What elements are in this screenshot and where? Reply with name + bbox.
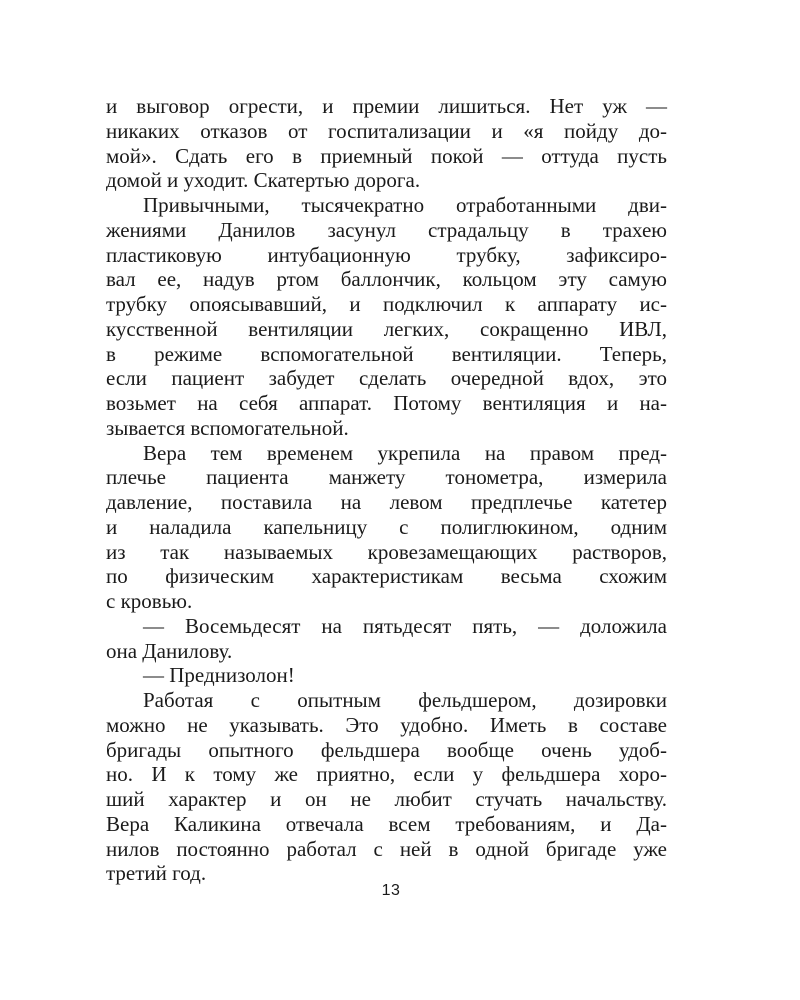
paragraph — [106, 688, 667, 886]
text-line: Привычными, тысячекратно отработанными дви- — [143, 193, 667, 217]
text-line: никаких отказов от госпитализации и «я пойду до- — [106, 118, 667, 143]
text-line: с кровью. — [106, 589, 193, 613]
text-line: возьмет на себя аппарат. Потому вентиляция и на- — [106, 391, 667, 415]
text-line: трубку опоясывавший, и подключил к аппарату ис- — [106, 292, 667, 316]
text-line: нилов постоянно работал с ней в одной бригаде уже — [106, 836, 667, 861]
paragraph — [106, 193, 667, 441]
text-line: пластиковую интубационную трубку, зафиксиро- — [106, 242, 667, 267]
text-line: если пациент забудет сделать очередной вдох, это — [106, 366, 667, 391]
text-line: — Преднизолон! — [143, 663, 295, 688]
text-line: третий год. — [106, 861, 207, 886]
text-line: жениями Данилов засунул страдальцу в трахею — [106, 217, 667, 242]
dialogue-paragraph — [106, 614, 667, 664]
text-line: Вера Каликина отвечала всем требованиям, и Да- — [106, 811, 667, 836]
text-line: кусственной вентиляции легких, сокращенно ИВЛ, — [106, 316, 667, 341]
text-line: давление, поставила на левом предплечье катетер — [106, 490, 667, 514]
text-line: вал ее, надув ртом баллончик, кольцом эту самую — [106, 267, 667, 292]
text-line: Вера тем временем укрепила на правом пред- — [143, 440, 667, 465]
text-line: Работая с опытным фельдшером, дозировки — [143, 688, 667, 712]
text-line: и наладила капельницу с полиглюкином, одним — [106, 514, 667, 539]
text-line: из так называемых кровезамещающих растворов, — [106, 539, 667, 564]
text-line: можно не указывать. Это удобно. Иметь в составе — [106, 712, 667, 737]
text-line: плечье пациента манжету тонометра, измерила — [106, 465, 667, 490]
body-text — [106, 94, 667, 886]
text-line: но. И к тому же приятно, если у фельдшера хоро- — [106, 762, 667, 787]
text-line: и выговор огрести, и премии лишиться. Нет уж — — [106, 94, 667, 118]
dialogue-paragraph — [106, 663, 667, 688]
page-number: 13 — [381, 882, 401, 899]
text-line: ший характер и он не любит стучать начальству. — [106, 787, 667, 811]
text-line: она Данилову. — [106, 638, 233, 663]
paragraph — [106, 441, 667, 614]
text-line: домой и уходит. Скатертью дорога. — [106, 168, 421, 193]
text-line: зывается вспомогательной. — [106, 415, 349, 440]
text-line: мой». Сдать его в приемный покой — оттуда пусть — [106, 143, 667, 168]
text-line: по физическим характеристикам весьма схожим — [106, 564, 667, 589]
paragraph — [106, 94, 667, 193]
text-line: бригады опытного фельдшера вообще очень удоб- — [106, 737, 667, 762]
text-line: — Восемьдесят на пятьдесят пять, — доложила — [143, 613, 667, 638]
text-line: в режиме вспомогательной вентиляции. Теперь, — [106, 341, 667, 366]
